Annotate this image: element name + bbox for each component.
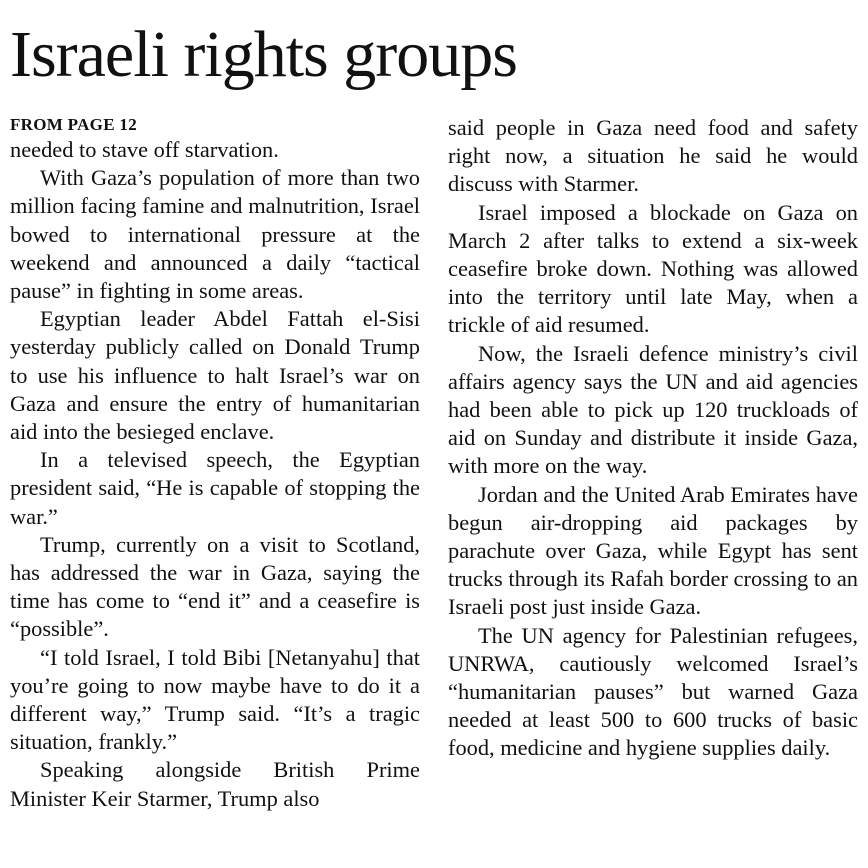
paragraph: Egyptian leader Abdel Fattah el-Sisi yesterday publicly called on Donald Trump to use his influence to halt Israel’s war on Gaza and ensure the entry of humanitarian aid into the besieged enclave. — [10, 306, 420, 445]
paragraph: needed to stave off starvation. — [10, 137, 279, 162]
headline: Israeli rights groups — [10, 18, 517, 91]
paragraph: Jordan and the United Arab Emirates have begun air-dropping aid packages by parachute over Gaza, while Egypt has sent trucks through its Rafah border crossing to an Israeli post just inside Gaza. — [448, 481, 858, 620]
paragraph: Now, the Israeli defence ministry’s civil affairs agency says the UN and aid agencies had been able to pick up 120 truckloads of aid on Sunday and distribute it inside Gaza, with more on the way. — [448, 340, 858, 479]
continuation-kicker: FROM PAGE 12 — [10, 115, 137, 134]
paragraph: The UN agency for Palestinian refugees, UNRWA, cautiously welcomed Israel’s “humanitarian pauses” but warned Gaza needed at least 500 to 600 trucks of basic food, medicine and hygiene supplies daily. — [448, 622, 858, 761]
paragraph: With Gaza’s population of more than two million facing famine and malnutrition, Israel bowed to international pressure at the weekend and announced a daily “tactical pause” in fighting in some areas. — [10, 165, 420, 304]
paragraph: “I told Israel, I told Bibi [Netanyahu] that you’re going to now maybe have to do it a different way,” Trump said. “It’s a tragic situation, frankly.” — [10, 644, 420, 755]
paragraph: In a televised speech, the Egyptian president said, “He is capable of stopping the war.” — [10, 447, 420, 529]
paragraph: said people in Gaza need food and safety right now, a situation he said he would discuss with Starmer. — [448, 115, 858, 197]
paragraph: Trump, currently on a visit to Scotland, has addressed the war in Gaza, saying the time has come to “end it” and a ceasefire is “possible”. — [10, 531, 420, 642]
paragraph: Speaking alongside British Prime Minister Keir Starmer, Trump also — [10, 757, 420, 811]
paragraph: Israel imposed a blockade on Gaza on March 2 after talks to extend a six-week ceasefire broke down. Nothing was allowed into the territory until late May, when a trickle of aid resumed. — [448, 199, 858, 338]
right-column — [448, 114, 858, 763]
left-column — [10, 114, 420, 813]
